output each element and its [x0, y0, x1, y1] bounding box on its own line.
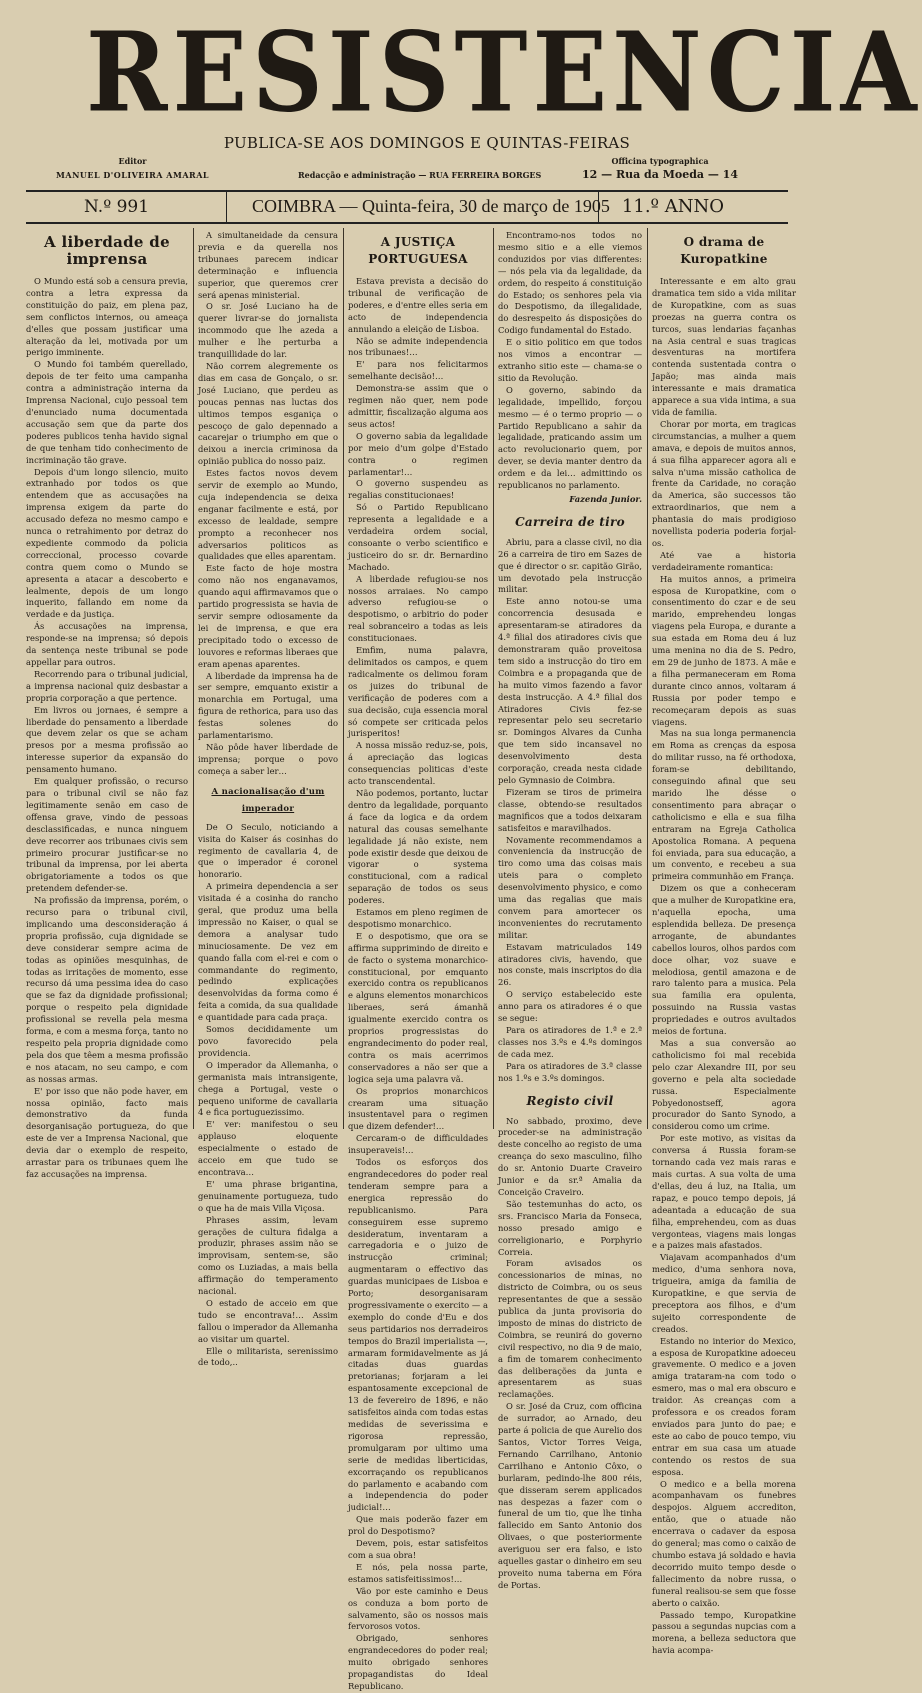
article-paragraph: Em livros ou jornaes, é sempre a liberdade do pensamento a liberdade que devem zelar os que se acham presos por a mesma profissão ao interesse superior da expansão do pensamento humano.	[26, 704, 188, 775]
workshop-label: Officina typographica	[611, 156, 709, 166]
date-bar	[26, 190, 788, 224]
article-paragraph: Não se admite independencia nos tribunaes!…	[348, 335, 488, 358]
article-paragraph: Ás accusações na imprensa, responde-se na imprensa; só depois da sentença neste tribunal se pode appellar para outros.	[26, 621, 188, 667]
column-5	[652, 230, 796, 1656]
article-paragraph: Este facto de hoje mostra como não nos enganavamos, quando aqui affirmavamos que o partido progressista se havia de servir sempre odiosamente da lei de imprensa, e que era precipitado todo o excesso de louvores e reformas liberaes que eram apenas aparentes.	[198, 563, 338, 669]
article-paragraph: Não podemos, portanto, luctar dentro da legalidade, porquanto á face da logica e da ordem natural das cousas semelhante legalidade já não existe, nem pode existir desde que deixou de vigorar o systema constitucional, com a radical separação de todos os seus poderes.	[348, 787, 488, 906]
article-paragraph: Todos os esforços dos engrandecedores do poder real tenderam sempre para a energica repressão do republicanismo. Para conseguirem esse supremo desideratum, inventaram a carregadoria e o juizo de instrucção criminal; augmentaram o effectivo das guardas municipaes de Lisboa e Porto; desorganisaram progressivamente o exercito — a exemplo do conde d'Eu e dos seus partidarios nos derradeiros tempos do Brazil imperialista —, armaram formidavelmente as já citadas duas guardas pretorianas; forjaram a lei espantosamente excepcional de 13 de fevereiro de 1896, e não satisfeitos ainda com todas estas medidas de severissima e rigorosa repressão, promulgaram por ultimo uma serie de medidas liberticidas, excorraçando os republicanos do parlamento e acabando com a independencia do poder judicial!…	[348, 1157, 488, 1513]
article-paragraph: Emfim, numa palavra, delimitados os campos, e quem radicalmente os delimou foram os juizes do tribunal de verificação de poderes com a sua decisão, cuja essencia moral só compete ser criticada pelos jurisperitos!	[348, 645, 488, 739]
article-paragraph: O governo, sabindo da legalidade, impellido, forçou mesmo — é o termo proprio — o Partido Republicano a sahir da legalidade, praticando assim um acto revolucionario quem, por dever, se devia manter dentro da ordem e da lei… admittindo os republicanos no parlamento.	[498, 384, 642, 491]
article-body-simultaneidade	[198, 230, 338, 778]
article-paragraph: Vão por este caminho e Deus os conduza a bom porto de salvamento, são os nossos mais fervorosos votos.	[348, 1585, 488, 1632]
date-bar-divider	[598, 192, 599, 222]
article-paragraph: Elle o militarista, serenissimo de todo,..	[198, 1345, 338, 1368]
article-heading-drama: O drama de Kuropatkine	[680, 235, 768, 266]
article-paragraph: No sabbado, proximo, deve proceder-se na administração deste concelho ao registo de uma creança do sexo masculino, filho do sr. Antonio Duarte Craveiro Junior e da sr.ª Amalia da Conceição Craveiro.	[498, 1115, 642, 1197]
article-paragraph: Para os atiradores de 1.ª e 2.ª classes nos 3.ºs e 4.ºs domingos de cada mez.	[498, 1025, 642, 1059]
column-3	[348, 230, 488, 1691]
article-paragraph: O Mundo foi também querellado, depois de ter feito uma campanha contra a administração interna da Imprensa Nacional, cujo pessoal tem d'enunciado numa documentada accusação sem que da parte dos poderes publicos tenha havido signal de que tenham tido conhecimento de incriminação tão grave.	[26, 359, 188, 465]
article-paragraph: Encontramo-nos todos no mesmo sitio e a elle viemos conduzidos por vias differentes: — nós pela via da legalidade, da ordem, do respeito á constituição do Estado; os senhores pela via do Despotismo, da illegalidade, do desrespeito ás disposições do Codigo fundamental do Estado.	[498, 230, 642, 336]
workshop-address: 12 — Rua da Moeda — 14	[581, 168, 738, 181]
issue-year: 11.º ANNO	[621, 196, 724, 217]
article-paragraph: A primeira dependencia a ser visitada é a cosinha do rancho geral, que produz uma bella impressão no Kaiser, o qual se demora a analysar tudo minuciosamente. De vez em quando falla com el-rei e com o commandante do regimento, pedindo explicações desenvolvidas da forma como é feita a comida, da sua qualidade e quantidade para cada praça.	[198, 881, 338, 1023]
article-body-justica	[348, 276, 488, 1693]
article-paragraph: Na profissão da imprensa, porém, o recurso para o tribunal civil, implicando uma desconsideração á propria profissão, cuja dignidade se deve considerar sempre acima de todas as opiniões mesquinhas, de todas as irritações de momento, esse recurso dá uma pessima idea do caso que se faz da dignidade profissional; porque o respeito pela dignidade profissional se revella pela mesma forma, e com a mesma força, tanto no respeito pela propria dignidade como pela dos que têem a mesma profissão e nos atacam, no seu campo, e com as nossas armas.	[26, 895, 188, 1084]
article-paragraph: Somos decididamente um povo favorecido pela providencia.	[198, 1024, 338, 1058]
article-paragraph: Foram avisados os concessionarios de minas, no districto de Coimbra, ou os seus representantes de que a sessão publica da junta provisoria do imposto de minas do districto de Coimbra, se reunirá do governo civil respectivo, no dia 9 de maio, a fim de tomarem conhecimento das deliberações da junta e apresentarem as suas reclamações.	[498, 1258, 642, 1400]
article-paragraph: Obrigado, senhores engrandecedores do poder real; muito obrigado senhores propagandistas do Ideal Republicano.	[348, 1633, 488, 1691]
article-paragraph: Recorrendo para o tribunal judicial, a imprensa nacional quiz desbastar a propria corporação a que pertence.	[26, 668, 188, 703]
article-heading-justica: A JUSTIÇA PORTUGUESA	[368, 235, 468, 266]
article-paragraph: Dizem os que a conheceram que a mulher de Kuropatkine era, n'aquella epocha, uma esplendida belleza. De presença arrogante, de abundantes cabellos louros, olhos pardos com doce olhar, voz suave e melodiosa, gentil amazona e de raro talento para a musica. Pela sua familia era opulenta, possuindo na Russia vastas propriedades e outros avultados meios de fortuna.	[652, 883, 796, 1037]
article-paragraph: Estes factos novos devem servir de exemplo ao Mundo, cuja independencia se deixa enganar facilmente e está, por excesso de lealdade, sempre prompto a reconhecer nos adversarios politicos as qualidades que elles aparentam.	[198, 468, 338, 562]
article-heading-imperador: A nacionalisação d'um imperador	[211, 786, 325, 814]
article-paragraph: E nós, pela nossa parte, estamos satisfeitissimos!…	[348, 1561, 488, 1584]
article-paragraph: Demonstra-se assim que o regimen não quer, nem pode admittir, fiscalização alguma aos seus actos!	[348, 383, 488, 429]
article-paragraph: O Mundo está sob a censura previa, contra a letra expressa da constituição do paiz, em plena paz, sem conflictos internos, ou ameaça d'elles que possam justificar uma alteração da lei, motivada por um perigo imminente.	[26, 276, 188, 358]
article-paragraph: E o despotismo, que ora se affirma supprimindo de direito e de facto o systema monarchico-constitucional, por emquanto exercido contra os republicanos e alguns elementos monarchicos liberaes, será ámanhã igualmente exercido contra os proprios progressistas do engrandecimento do poder real, contra os mais acerrimos conservadores a não ser que a logica seja uma palavra vã.	[348, 930, 488, 1084]
article-paragraph: A liberdade da imprensa ha de ser sempre, emquanto existir a monarchia em Portugal, uma figura de rethorica, para uso das festas solenes do parlamentarismo.	[198, 670, 338, 741]
article-paragraph: Passado tempo, Kuropatkine passou a segundas nupcias com a morena, a belleza seductora que havia acompa-	[652, 1609, 796, 1656]
issue-date: COIMBRA — Quinta-feira, 30 de março de 1905	[252, 196, 610, 216]
article-paragraph: Até vae a historia verdadeiramente romantica:	[652, 549, 796, 572]
article-paragraph: São testemunhas do acto, os srs. Francisco Maria da Fonseca, nosso presado amigo e correligionario, e Porphyrio Correia.	[498, 1198, 642, 1257]
article-paragraph: Estamos em pleno regimen de despotismo monarchico.	[348, 907, 488, 929]
article-paragraph: O sr. José da Cruz, com officina de surrador, ao Arnado, deu parte á policia de que Aurelio dos Santos, Victor Torres Veiga, Fernando Carrilhano, Antonio Carrilhano e Antonio Côxo, o burlaram, pedindo-lhe 800 réis, que disseram serem applicados nas despezas a fazer com o funeral de um tio, que lhe tinha fallecido em Santo Antonio dos Olivaes, o que posteriormente averiguou ser era falso, e isto aquelles gastar o dinheiro em seu proveito numa taberna em Fóra de Portas.	[498, 1401, 642, 1590]
article-paragraph: A simultaneidade da censura previa e da querella nos tribunaes parecem indicar determinação e influencia superior, que queremos crer será apenas ministerial.	[198, 230, 338, 300]
article-paragraph: Viajavam acompanhados d'um medico, d'uma senhora nova, trigueira, amiga da familia de Kuropatkine, e que servia de preceptora aos filhos, e d'um sujeito correspondente de creados.	[652, 1252, 796, 1334]
masthead-info-row	[26, 154, 788, 188]
article-paragraph: E' por isso que não pode haver, em nossa opinião, facto mais demonstrativo da funda desorganisação portugueza, do que este de ver a Imprensa Nacional, que devia dar o exemplo de respeito, arrastar para os tribunaes quem lhe faz accusações na imprensa.	[26, 1085, 188, 1179]
column-rule	[343, 228, 344, 1129]
article-body-encontramo	[498, 230, 642, 492]
editor-name: MANUEL D'OLIVEIRA AMARAL	[56, 170, 210, 180]
article-paragraph: Fizeram se tiros de primeira classe, obtendo-se resultados magnificos que a todos deixaram satisfeitos e maravilhados.	[498, 786, 642, 833]
article-paragraph: Por este motivo, as visitas da conversa á Russia foram-se tornando cada vez mais raras e mais curtas. A sua volta de uma d'ellas, deu á luz, na Italia, um rapaz, e pouco tempo depois, já adeantada a educação de sua filha, emprehendeu, com as duas vergonteas, viagens mais longas e a paizes mais afastados.	[652, 1133, 796, 1251]
article-paragraph: Mas a sua conversão ao catholicismo foi mal recebida pelo czar Alexandre III, por seu governo e pela alta sociedade russa. Especialmente Pobyedonostseff, agora procurador do Santo Synodo, a considerou como um crime.	[652, 1038, 796, 1132]
article-paragraph: Ha muitos annos, a primeira esposa de Kuropatkine, com o consentimento do czar e de seu marido, emprehendeu longas viagens pela Europa, e durante a sua estada em Roma deu á luz uma menina no dia de S. Pedro, em 29 de junho de 1873. A mãe e a filha permaneceram em Roma durante cinco annos, voltaram á Russia por poder tempo e recomeçaram depois as suas viagens.	[652, 573, 796, 727]
article-signature: Fazenda Junior.	[569, 493, 642, 504]
column-rule	[193, 228, 194, 1129]
article-paragraph: Interessante e em alto grau dramatica tem sido a vida militar de Kuropatkine, com as suas proezas na guerra contra os turcos, suas lendarias façanhas na Asia central e suas tragicas desventuras na mortifera contenda sustentada contra o Japão; mas ainda mais interessante e mais dramatica apparece a sua vida intima, a sua vida de familia.	[652, 276, 796, 417]
article-paragraph: E' ver: manifestou o seu applauso eloquente especialmente o estado de acceio em que tudo se encontrava…	[198, 1119, 338, 1177]
article-body-drama	[652, 276, 796, 1657]
article-heading-carreira: Carreira de tiro	[515, 514, 625, 529]
article-heading-liberdade: A liberdade de imprensa	[44, 233, 170, 268]
article-paragraph: Novamente recommendamos a conveniencia da instrucção de tiro como uma das coisas mais uteis para o completo desenvolvimento physico, e como uma das regalias que mais convem para amortecer os inconvenientes do recrutamento militar.	[498, 834, 642, 940]
article-paragraph: O estado de acceio em que tudo se encontrava!… Assim fallou o imperador da Allemanha ao visitar um quartel.	[198, 1297, 338, 1344]
editor-block	[56, 154, 209, 182]
article-paragraph: Não pôde haver liberdade de imprensa; porque o povo começa a saber ler…	[198, 741, 338, 776]
article-heading-registo: Registo civil	[526, 1093, 614, 1108]
column-2	[198, 230, 338, 1368]
publication-schedule: PUBLICA-SE AOS DOMINGOS E QUINTAS-FEIRAS	[223, 134, 631, 152]
article-paragraph: E' uma phrase brigantina, genuinamente portugueza, tudo o que ha de mais Villa Viçosa.	[198, 1178, 338, 1213]
column-4	[498, 230, 642, 1590]
article-paragraph: Estava prevista a decisão do tribunal de verificação de poderes, e d'entre elles seria em acto de independencia annulando a eleição de Lisboa.	[348, 276, 488, 334]
article-paragraph: Para os atiradores de 3.ª classe nos 1.ºs e 3.ºs domingos.	[498, 1060, 642, 1083]
redaction-address: Redacção e administração — RUA FERREIRA BORGES	[298, 170, 542, 180]
article-columns	[26, 224, 796, 1691]
article-paragraph: Devem, pois, estar satisfeitos com a sua obra!	[348, 1538, 488, 1560]
article-paragraph: Os proprios monarchicos crearam uma situação insustentavel para o regimen que dizem defender!…	[348, 1085, 488, 1132]
article-paragraph: Abriu, para a classe civil, no dia 26 a carreira de tiro em Sazes de que é director o sr. capitão Girão, um devotado pela instrucção militar.	[498, 536, 642, 595]
column-rule	[493, 228, 494, 1129]
article-paragraph: De O Seculo, noticiando a visita do Kaiser ás cosinhas do regimento de cavallaria 4, de que o imperador é coronel honorario.	[198, 821, 338, 880]
article-body-registo	[498, 1116, 642, 1592]
article-paragraph: A nossa missão reduz-se, pois, á apreciação das logicas consequencias politicas d'este acto transcendental.	[348, 740, 488, 787]
date-bar-divider	[226, 192, 227, 222]
column-rule	[647, 228, 648, 1129]
article-paragraph: O governo suspendeu as regalias constitucionaes!	[348, 478, 488, 501]
article-paragraph: O medico e a bella morena acompanhavam os funebres despojos. Alguem accrediton, então, que o atuade não encerrava o cadaver da esposa do general; mas como o caixão de chumbo estava já soldado e havia decorrido muito tempo desde o fallecimento da nobre russa, o funeral realisou-se sem que fosse aberto o caixão.	[652, 1478, 796, 1608]
article-paragraph: Que mais poderão fazer em prol do Despotismo?	[348, 1514, 488, 1537]
article-paragraph: O imperador da Allemanha, o germanista mais intransigente, chega a Portugal, veste o pequeno uniforme de cavallaria 4 e fica portuguezissimo.	[198, 1059, 338, 1118]
article-paragraph: Depois d'um longo silencio, muito extranhado por todos os que entendem que as accusações na imprensa exigem da parte do accusado defeza no mesmo campo e nunca o retrahimento por detraz do expediente commodo da policia correccional, processo covarde contra quem como o Mundo se apresenta a atacar a descoberto e lealmente, depois de um longo inquerito, fallando em nome da verdade e da justiça.	[26, 466, 188, 620]
article-paragraph: E' para nos felicitarmos semelhante decisão!…	[348, 359, 488, 382]
article-paragraph: Este anno notou-se uma concorrencia desusada e apresentaram-se atiradores da 4.ª filial dos atiradores civis que demonstraram quão proveitosa tem sido a instrucção do tiro em Coimbra e a propaganda que de ha muito vimos fazendo a favor desta instrucção. A 4.ª filial dos Atiradores Civis fez-se representar pelo seu secretario sr. Domingos Alvares da Cunha que tem sido incansavel no desenvolvimento desta corporação, creada nesta cidade pelo Gymnasio de Coimbra.	[498, 596, 642, 785]
issue-number: N.º 991	[84, 197, 150, 217]
article-paragraph: O governo sabia da legalidade por meio d'um golpe d'Estado contra o regimen parlamentar!…	[348, 430, 488, 477]
column-1	[26, 230, 188, 1179]
article-paragraph: Estavam matriculados 149 atiradores civis, havendo, que nos conste, mais inscriptos do dia 26.	[498, 941, 642, 988]
article-paragraph: Phrases assim, levam gerações de cultura fidalga a produzir, phrases assim não se improvisam, sentem-se, são como os Luziadas, a mais bella affirmação do temperamento nacional.	[198, 1214, 338, 1297]
article-paragraph: O serviço estabelecido este anno para os atiradores é o que se segue:	[498, 989, 642, 1024]
article-paragraph: Não correm alegremente os dias em casa de Gonçalo, o sr. José Luciano, que perdeu as poucas pennas nas luctas dos ultimos tempos esganiça o pescoço de galo depennado a cacarejar o triumpho em que o deixou a inercia criminosa da opinião publica do nosso paiz.	[198, 360, 338, 467]
article-paragraph: Estando no interior do Mexico, a esposa de Kuropatkine adoeceu gravemente. O medico e a joven amiga trataram-na com todo o esmero, mas o mal era obscuro e traidor. As creanças com a professora e os creados foram enviados para junto do pae; e este ao cabo de pouco tempo, viu entrar em sua casa um atuade contendo os restos de sua esposa.	[652, 1335, 796, 1477]
article-paragraph: E o sitio politico em que todos nos vimos a encontrar — extranho sitio este — chama-se o sitio da Revolução.	[498, 337, 642, 383]
masthead	[26, 0, 922, 152]
article-paragraph: Só o Partido Republicano representa a legalidade e a verdadeira ordem social, consoante o verbo scientifico e justiceiro do sr. dr. Bernardino Machado.	[348, 502, 488, 572]
article-paragraph: O sr. José Luciano ha de querer livrar-se do jornalista incommodo que lhe azeda a mulher e lhe perturba a tranquillidade do lar.	[198, 301, 338, 360]
article-paragraph: Em qualquer profissão, o recurso para o tribunal civil se não faz legitimamente senão em caso de offensa grave, vindo de pessoas desclassificadas, e nunca ninguem deve recorrer aos tribunaes civis sem primeiro procurar justificar-se no tribunal da imprensa, por lei aberta obrigatoriamente a todos os que pretendem defender-se.	[26, 776, 188, 894]
article-body-imperador	[198, 822, 338, 1370]
article-body-liberdade	[26, 276, 188, 1181]
article-paragraph: Cercaram-o de difficuldades insuperaveis!…	[348, 1133, 488, 1156]
article-body-carreira	[498, 537, 642, 1085]
newspaper-title: RESISTENCIA	[86, 8, 922, 138]
editor-label: Editor	[118, 156, 147, 166]
article-paragraph: Mas na sua longa permanencia em Roma as crenças da esposa do militar russo, na fé orthodoxa, foram-se debilitando, conseguindo afinal que seu marido lhe désse o consentimento para abraçar o catholicismo e ella e sua filha entraram na Egreja Catholica Apostolica Romana. A pequena foi enviada, para sua educação, a um convento, e recebeu a sua primeira communhão em França.	[652, 728, 796, 882]
article-paragraph: A liberdade refugiou-se nos nossos arraiaes. No campo adverso refugiou-se o despotismo, o arbitrio do poder real sobranceiro a todas as leis constitucionaes.	[348, 573, 488, 644]
article-paragraph: Chorar por morta, em tragicas circumstancias, a mulher a quem amava, e depois de muitos annos, á sua filha apparecer agora ali e salva n'uma missão catholica de frente da Caridade, no coração da America, são successos tão extraordinarios, que nem a phantasia do mais prodigioso novellista poderia poderia forjal-os.	[652, 418, 796, 548]
workshop-block	[582, 154, 738, 182]
